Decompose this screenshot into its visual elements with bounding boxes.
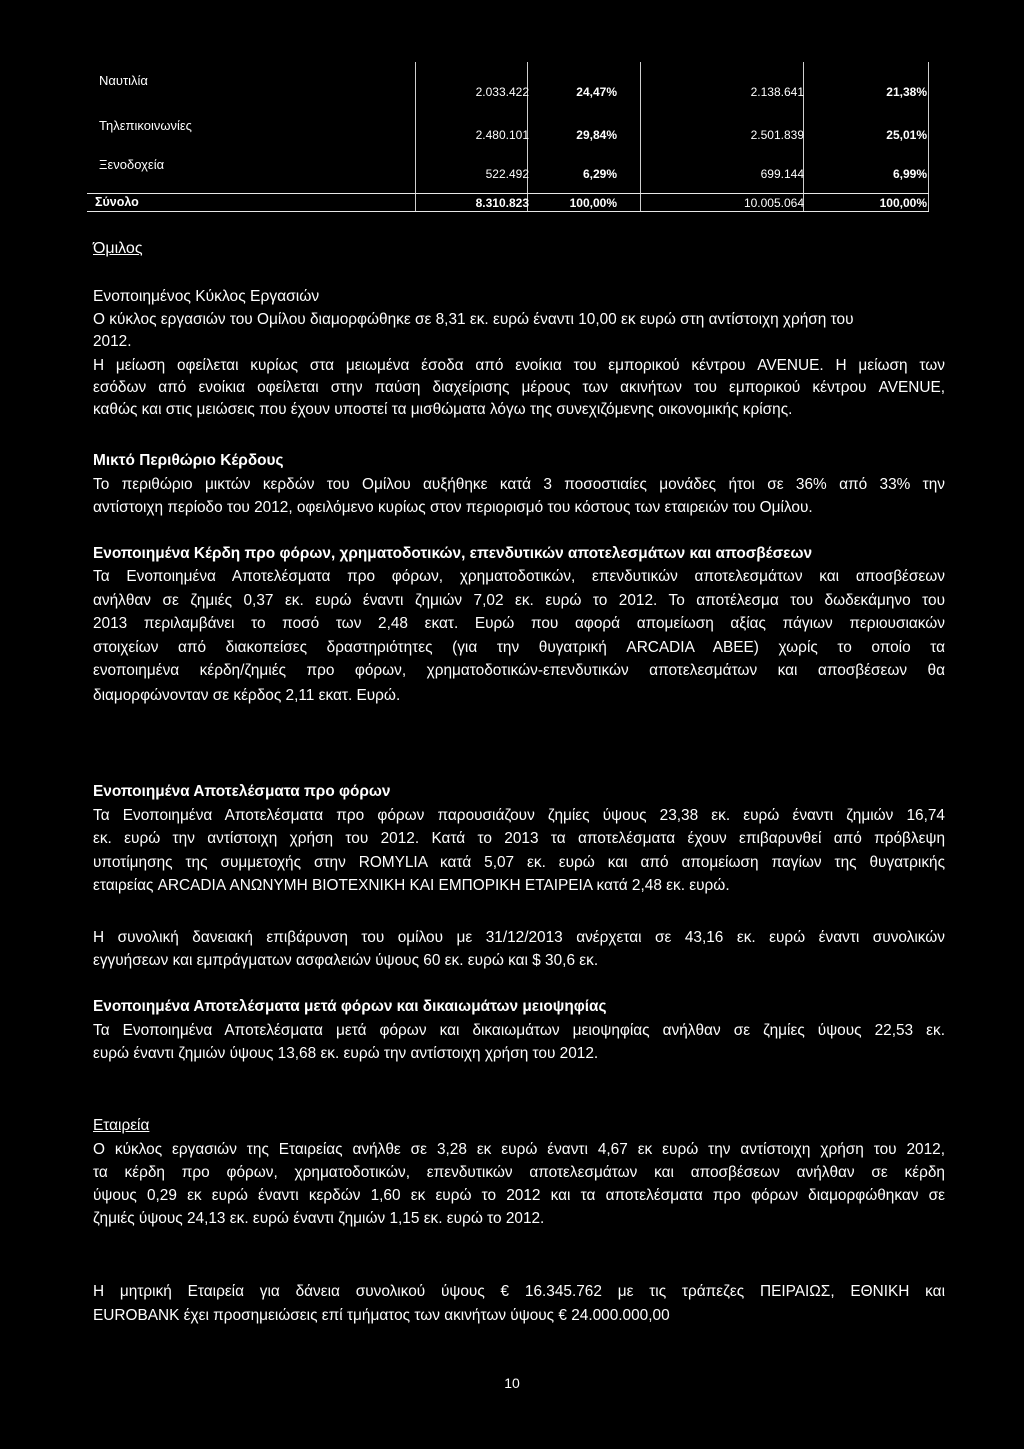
percent-2013: 24,47% [576, 85, 617, 99]
percent-2012: 21,38% [886, 85, 927, 99]
page-number: 10 [504, 1375, 520, 1391]
paragraph-line: 2013 περιλαμβάνει το ποσό των 2,48 εκατ. Ευρώ που αφορά απομείωση αξίας πάγιων περιουσιακών [93, 615, 945, 632]
paragraph-line: ενοποιημένα κέρδη/ζημιές προ φόρων, χρηματοδοτικών-επενδυτικών αποτελεσμάτων και αποσβέσεων θα [93, 662, 945, 679]
value-2012: 2.138.641 [750, 85, 804, 99]
percent-2012: 25,01% [886, 128, 927, 142]
paragraph-line: Η μητρική Εταιρεία για δάνεια συνολικού ύψους € 16.345.762 με τις τράπεζες ΠΕΙΡΑΙΩΣ, ΕΘΝΙΚΗ και [93, 1283, 945, 1300]
paragraph-line: Η συνολική δανειακή επιβάρυνση του ομίλου με 31/12/2013 ανέρχεται σε 43,16 εκ. ευρώ έναντι συνολικών [93, 929, 945, 946]
paragraph-line: εκ. ευρώ την αντίστοιχη χρήση του 2012. Κατά το 2013 τα αποτελέσματα έχουν επιβαρυνθεί από πρόβλεψη [93, 830, 945, 847]
paragraph-line: εσόδων από ενοίκια οφείλεται στην παύση διαχείρισης μέρους των ακινήτων του εμπορικού κέντρου AVENUE, [93, 379, 945, 396]
total-value-2012: 10.005.064 [743, 196, 804, 210]
paragraph-line: Το περιθώριο μικτών κερδών του Ομίλου αυξήθηκε κατά 3 ποσοστιαίες μονάδες ήτοι σε 36% από 33% την [93, 476, 945, 493]
total-percent-2013: 100,00% [569, 196, 617, 210]
percent-2013: 6,29% [582, 167, 617, 181]
value-2012: 2.501.839 [750, 128, 804, 142]
value-2013: 2.033.422 [475, 85, 529, 99]
value-2012: 699.144 [760, 167, 804, 181]
paragraph-line: στοιχείων από διακοπείσες δραστηριότητες (για την θυγατρική ARCADIA ABEE) χωρίς το οποίο τα [93, 639, 945, 656]
table-divider [415, 62, 416, 212]
paragraph-line: διαμορφώνονταν σε κέρδος 2,11 εκατ. Ευρώ. [93, 687, 401, 704]
percent-2013: 29,84% [576, 128, 617, 142]
row-label: Ναυτιλία [99, 73, 148, 88]
paragraph-line: ευρώ έναντι ζημιών ύψους 13,68 εκ. ευρώ την αντίστοιχη χρήση του 2012. [93, 1045, 599, 1062]
total-label: Σύνολο [95, 195, 139, 209]
paragraph-line: Η μείωση οφείλεται κυρίως στα μειωμένα έσοδα από ενοίκια του εμπορικού κέντρου AVENUE. Η μείωση των [93, 357, 945, 374]
paragraph-line: ύψους 0,29 εκ ευρώ έναντι κερδών 1,60 εκ ευρώ το 2012 και τα αποτελέσματα προ φόρων διαμορφώθηκαν σε [93, 1187, 945, 1204]
group-heading: Όμιλος [93, 240, 143, 257]
total-percent-2012: 100,00% [879, 196, 927, 210]
paragraph-line: ζημιές ύψους 24,13 εκ. ευρώ έναντι ζημιών 1,15 εκ. ευρώ το 2012. [93, 1210, 545, 1227]
paragraph-line: Τα Ενοποιημένα Αποτελέσματα προ φόρων παρουσιάζουν ζημίες ύψους 23,38 εκ. ευρώ έναντι ζημιών 16,74 [93, 807, 945, 824]
row-label: Ξενοδοχεία [99, 157, 165, 172]
table-rule [87, 211, 929, 212]
paragraph-line: EUROBANK έχει προσημειώσεις επί τμήματος των ακινήτων ύψους € 24.000.000,00 [93, 1307, 670, 1324]
paragraph-line: καθώς και στις μειώσεις που έχουν υποστεί τα μισθώματα λόγω της συνεχιζόμενης οικονομικής κρίσης. [93, 401, 793, 418]
percent-2012: 6,99% [892, 167, 927, 181]
section-title: Ενοποιημένα Αποτελέσματα μετά φόρων και δικαιωμάτων μειοψηφίας [93, 998, 607, 1015]
paragraph-line: εταιρείας ARCADIA ΑΝΩΝΥΜΗ ΒΙΟΤΕΧΝΙΚΗ ΚΑΙ ΕΜΠΟΡΙΚΗ ΕΤΑΙΡΕΙΑ κατά 2,48 εκ. ευρώ. [93, 877, 730, 894]
value-2013: 522.492 [485, 167, 529, 181]
row-label: Τηλεπικοινωνίες [99, 118, 192, 133]
total-value-2013: 8.310.823 [475, 196, 529, 210]
paragraph-line: 2012. [93, 333, 132, 350]
paragraph-line: Τα Ενοποιημένα Αποτελέσματα μετά φόρων και δικαιωμάτων μειοψηφίας ανήλθαν σε ζημίες ύψους 22,53 εκ. [93, 1022, 945, 1039]
paragraph-line: εγγυήσεων και εμπράγματων ασφαλειών ύψους 60 εκ. ευρώ και $ 30,6 εκ. [93, 952, 599, 969]
paragraph-line: υποτίμησης της συμμετοχής στην ROMYLIA κατά 5,07 εκ. ευρώ και από απομείωση παγίων της θυγατρικής [93, 854, 945, 871]
paragraph-line: Τα Ενοποιημένα Αποτελέσματα προ φόρων, χρηματοδοτικών, επενδυτικών αποτελεσμάτων και αποσβέσεων [93, 568, 945, 585]
paragraph-line: τα κέρδη προ φόρων, χρηματοδοτικών, επενδυτικών αποτελεσμάτων και αποσβέσεων ανήλθαν σε κέρδη [93, 1164, 945, 1181]
table-divider [928, 62, 929, 212]
section-title: Μικτό Περιθώριο Κέρδους [93, 452, 284, 469]
paragraph-line: αντίστοιχη περίοδο του 2012, οφειλόμενο κυρίως στον περιορισμό του κόστους των εταιρειών του Ομίλου. [93, 499, 813, 516]
section-title: Εταιρεία [93, 1117, 150, 1134]
segment-table [87, 62, 929, 212]
paragraph-line: Ο κύκλος εργασιών του Ομίλου διαμορφώθηκε σε 8,31 εκ. ευρώ έναντι 10,00 εκ ευρώ στη αντίστοιχη χρήση του [93, 311, 854, 328]
value-2013: 2.480.101 [475, 128, 529, 142]
paragraph-line: Ο κύκλος εργασιών της Εταιρείας ανήλθε σε 3,28 εκ ευρώ έναντι 4,67 εκ ευρώ την αντίστοιχη χρήση του 2012, [93, 1141, 945, 1158]
section-title: Ενοποιημένος Κύκλος Εργασιών [93, 288, 320, 305]
section-title: Ενοποιημένα Αποτελέσματα προ φόρων [93, 783, 391, 800]
table-rule [87, 193, 929, 194]
paragraph-line: ανήλθαν σε ζημιές 0,37 εκ. ευρώ έναντι ζημιών 7,02 εκ. ευρώ το 2012. Το αποτέλεσμα του δωδεκάμηνο του [93, 592, 945, 609]
section-title: Ενοποιημένα Κέρδη προ φόρων, χρηματοδοτικών, επενδυτικών αποτελεσμάτων και αποσβέσεων [93, 545, 813, 562]
table-divider [640, 62, 641, 212]
